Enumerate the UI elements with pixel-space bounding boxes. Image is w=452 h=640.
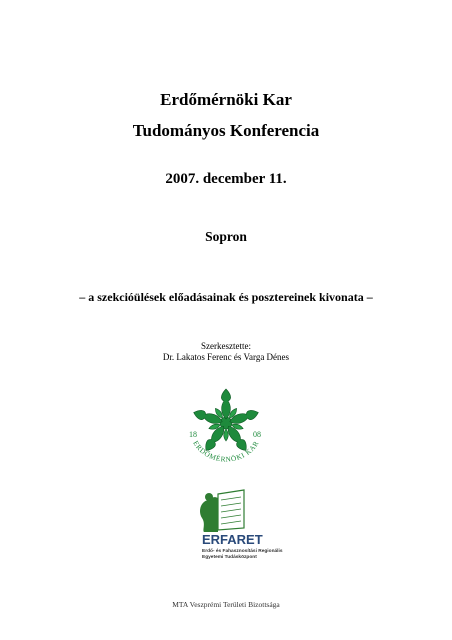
erfaret-line-1: Erdő- és Fahasznosítási Regionális (202, 549, 283, 554)
oak-leaf-star-icon (192, 389, 260, 453)
erfaret-name: ERFARET (202, 532, 263, 547)
logo-year-right: 08 (253, 430, 261, 439)
footer-committee: MTA Veszprémi Területi Bizottsága (172, 600, 280, 609)
document-subtitle: – a szekcióülések előadásainak és posztereinek kivonata – (79, 290, 373, 304)
editor-names: Dr. Lakatos Ferenc és Varga Dénes (162, 352, 290, 362)
erfaret-line-2: Egyetemi Tudásközpont (202, 555, 257, 560)
faculty-oak-leaf-logo (163, 381, 289, 475)
erfaret-book-icon (200, 490, 244, 532)
title-line-1: Erdőmérnöki Kar (160, 90, 292, 109)
erfaret-logo (188, 488, 293, 560)
editor-label: Szerkesztette: (201, 341, 251, 351)
conference-location: Sopron (205, 229, 247, 244)
logo-year-left: 18 (189, 430, 197, 439)
logo-arc-text: ERDŐMÉRNÖKI KAR (191, 439, 261, 464)
title-line-2: Tudományos Konferencia (132, 121, 320, 140)
conference-date: 2007. december 11. (165, 171, 287, 187)
